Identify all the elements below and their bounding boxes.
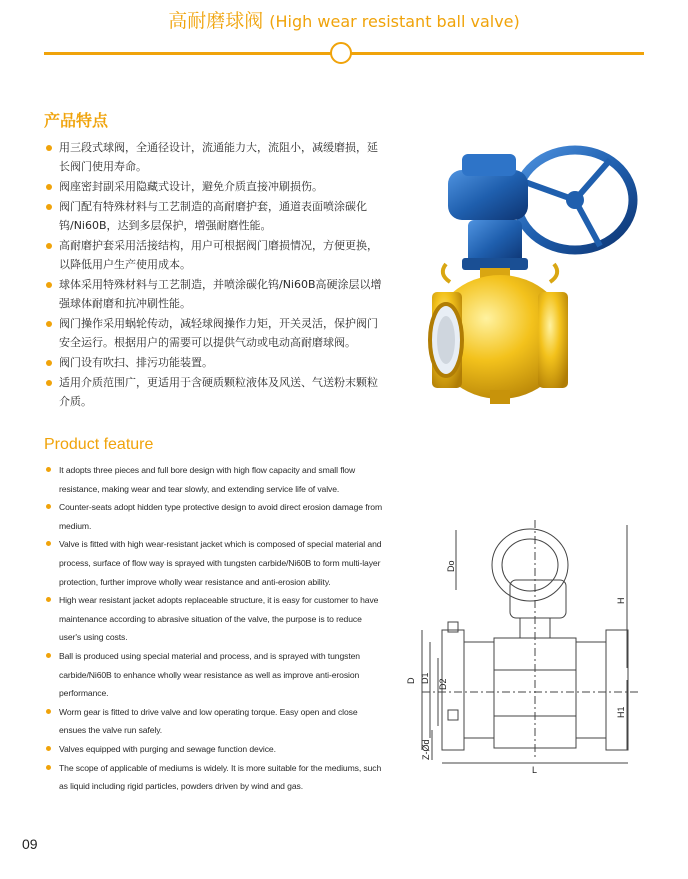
title-cn: 高耐磨球阀: [168, 10, 264, 32]
feature-cn-item: 高耐磨护套采用活接结构，用户可根据阀门磨损情况，方便更换，以降低用户生产使用成本。: [46, 236, 388, 274]
title-en: (High wear resistant ball valve): [269, 12, 520, 31]
feature-cn-item: 阀门设有吹扫、排污功能装置。: [46, 353, 388, 372]
feature-cn-item: 球体采用特殊材料与工艺制造，并喷涂碳化钨/Ni60B高硬涂层以增强球体耐磨和抗冲刷性能。: [46, 275, 388, 313]
handwheel: [517, 150, 633, 250]
label-do: Do: [446, 560, 456, 572]
feature-en-item: Ball is produced using special material and process, and is sprayed with tungsten carbide/Ni60B to enhance wholly wear resistance as well as improve anti-erosion performance.: [46, 647, 386, 703]
label-l: L: [532, 765, 538, 775]
feature-en-item: Worm gear is fitted to drive valve and low operating torque. Easy open and close ensues the valve run safely.: [46, 703, 386, 740]
label-d2: D2: [438, 678, 448, 690]
feature-en-item: It adopts three pieces and full bore design with high flow capacity and small flow resistance, making wear and tear slowly, and extending service life of valve.: [46, 461, 386, 498]
label-zod: Z-Ød: [421, 739, 431, 760]
label-h1: H1: [616, 706, 626, 718]
page-number: 09: [22, 836, 38, 852]
features-cn-list: [46, 138, 388, 412]
feature-cn-item: 适用介质范围广，更适用于含硬质颗粒液体及风送、气送粉末颗粒介质。: [46, 373, 388, 411]
feature-en-item: High wear resistant jacket adopts replaceable structure, it is easy for customer to have maintenance according to abrasive situation of the valve, the purpose is to reduce user's using costs.: [46, 591, 386, 647]
features-en-list: [46, 461, 386, 796]
feature-cn-item: 用三段式球阀，全通径设计，流通能力大，流阻小，减缓磨损，延长阀门使用寿命。: [46, 138, 388, 176]
worm-gearbox: [448, 154, 528, 270]
ball-valve-photo: [410, 142, 650, 407]
feature-cn-item: 阀座密封副采用隐藏式设计，避免介质直接冲刷损伤。: [46, 177, 388, 196]
divider-circle-ornament: [330, 42, 352, 64]
feature-en-item: Valves equipped with purging and sewage function device.: [46, 740, 386, 759]
feature-en-item: Valve is fitted with high wear-resistant jacket which is composed of special material and process, surface of flow way is sprayed with tungsten carbide/Ni60B to form multi-layer protection, further improve wholly wear resistance and anti-erosion ability.: [46, 535, 386, 591]
heading-features-en: Product feature: [44, 436, 154, 453]
label-d1: D1: [420, 672, 430, 684]
label-h: H: [616, 597, 626, 604]
page-title: [0, 6, 688, 33]
valve-body: [430, 264, 568, 404]
heading-features-cn: 产品特点: [44, 111, 109, 130]
feature-en-item: Counter-seats adopt hidden type protective design to avoid direct erosion damage from medium.: [46, 498, 386, 535]
feature-cn-item: 阀门配有特殊材料与工艺制造的高耐磨护套，通道表面喷涂碳化钨/Ni60B，达到多层保护，增强耐磨性能。: [46, 197, 388, 235]
feature-cn-item: 阀门操作采用蜗轮传动，减轻球阀操作力矩，开关灵活，保护阀门安全运行。根据用户的需要可以提供气动或电动高耐磨球阀。: [46, 314, 388, 352]
feature-en-item: The scope of applicable of mediums is widely. It is more suitable for the mediums, such as liquid including rigid particles, powders driven by wind and gas.: [46, 759, 386, 796]
dimension-drawing: [402, 520, 652, 775]
label-d: D: [406, 677, 416, 684]
drawing-handwheel: [492, 529, 568, 601]
